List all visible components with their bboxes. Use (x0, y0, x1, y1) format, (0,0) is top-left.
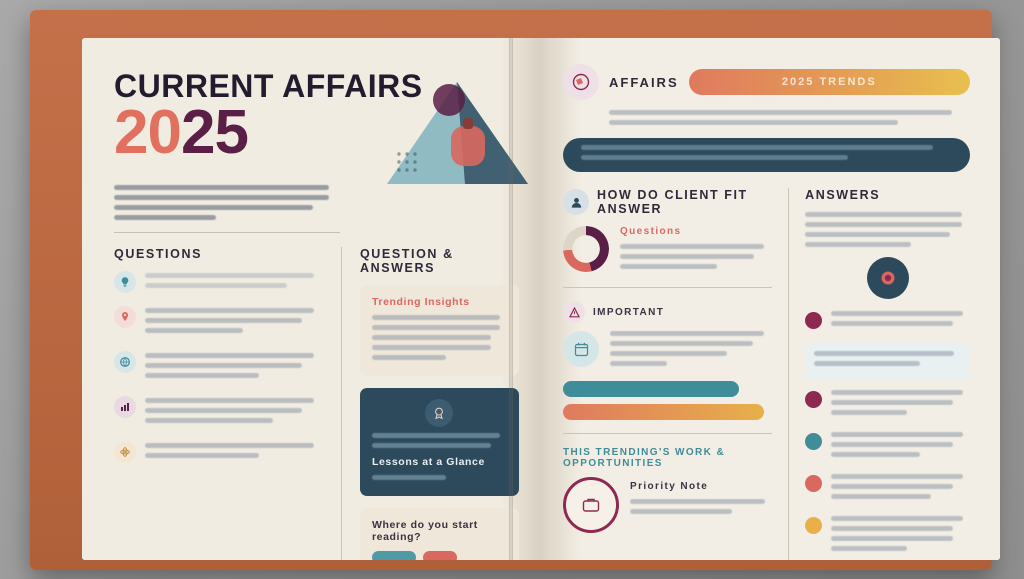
footer-note-title: Priority Note (630, 481, 709, 492)
text-line (372, 355, 446, 360)
text-line (620, 244, 764, 249)
text-line (145, 408, 302, 413)
section-heading-client: HOW DO CLIENT FIT ANSWER (597, 188, 748, 216)
right-page-header (563, 64, 970, 100)
briefcase-icon (563, 477, 619, 533)
pill-teal[interactable] (372, 551, 416, 560)
prompt-card[interactable] (360, 508, 519, 560)
text-line (831, 494, 931, 499)
answers-donut-chart (563, 226, 609, 272)
text-line (114, 185, 329, 190)
title-year-part-b: 25 (180, 98, 248, 167)
text-line (114, 215, 216, 220)
chip-teal[interactable] (563, 381, 739, 397)
alert-icon (563, 301, 585, 323)
text-line (581, 155, 848, 160)
text-line (581, 145, 933, 150)
list-item[interactable] (114, 351, 323, 383)
answer-item[interactable] (805, 516, 970, 556)
list-item[interactable] (114, 396, 323, 428)
atom-icon (114, 441, 136, 463)
text-line (145, 373, 259, 378)
medal-icon (425, 399, 453, 427)
star-icon (805, 391, 822, 408)
list-item[interactable] (114, 271, 323, 293)
left-page (82, 38, 541, 560)
book-cover (30, 10, 992, 570)
pin-icon (114, 306, 136, 328)
text-line (630, 509, 732, 514)
trends-banner[interactable] (689, 69, 970, 95)
text-line (610, 331, 764, 336)
text-line (831, 442, 953, 447)
text-line (610, 351, 727, 356)
text-line (372, 335, 491, 340)
section-heading-qa: QUESTION & ANSWERS (359, 246, 454, 275)
text-line (609, 110, 952, 115)
text-line (145, 443, 314, 448)
text-line (145, 318, 302, 323)
text-line (831, 546, 907, 551)
divider (563, 433, 772, 434)
text-line (145, 363, 302, 368)
bolt-icon (805, 475, 822, 492)
calendar-icon (563, 331, 599, 367)
text-line (610, 341, 753, 346)
globe-icon (114, 351, 136, 373)
client-column (563, 188, 772, 560)
flag-icon (805, 433, 822, 450)
text-line (831, 452, 920, 457)
text-line (145, 353, 314, 358)
text-line (831, 321, 953, 326)
text-line (372, 315, 500, 320)
user-icon (563, 189, 589, 215)
text-line (145, 328, 243, 333)
page-title: CURRENT AFFAIRS (114, 68, 423, 104)
donut-row (563, 226, 772, 274)
text-line (145, 418, 273, 423)
text-line (814, 351, 954, 356)
text-line (145, 453, 259, 458)
check-icon (805, 312, 822, 329)
chip-gradient[interactable] (563, 404, 764, 420)
right-columns (563, 188, 970, 560)
lightbulb-icon (114, 271, 136, 293)
text-line (805, 212, 962, 217)
book-pages (82, 38, 1000, 560)
text-line (372, 475, 446, 480)
text-line (114, 195, 329, 200)
text-line (609, 120, 898, 125)
text-line (831, 484, 953, 489)
sun-icon (805, 517, 822, 534)
text-line (372, 433, 500, 438)
text-line (114, 205, 313, 210)
text-line (831, 516, 963, 521)
text-line (145, 398, 314, 403)
text-line (630, 499, 765, 504)
text-line (805, 222, 962, 227)
text-line (372, 345, 491, 350)
pill-row (372, 551, 507, 560)
camera-icon (867, 257, 909, 299)
text-line (814, 361, 920, 366)
answer-item[interactable] (805, 311, 970, 331)
navy-banner[interactable] (563, 138, 970, 172)
right-header-title: AFFAIRS (609, 74, 679, 90)
text-line (831, 432, 963, 437)
answers-column (788, 188, 970, 560)
list-item[interactable] (114, 306, 323, 338)
answer-item[interactable] (805, 390, 970, 420)
chart-icon (114, 396, 136, 418)
text-line (831, 390, 963, 395)
intro-paragraph (114, 185, 340, 220)
text-line (610, 361, 667, 366)
divider (114, 232, 340, 233)
title-block (114, 68, 519, 167)
list-item[interactable] (114, 441, 323, 463)
section-heading-questions: QUESTIONS (114, 246, 203, 261)
title-year-part-a: 20 (114, 98, 181, 167)
text-line (831, 410, 907, 415)
highlight-card[interactable] (360, 388, 519, 496)
title-year (114, 98, 519, 167)
text-line (620, 254, 754, 259)
right-page (541, 38, 1000, 560)
text-line (145, 273, 314, 278)
trending-subheading: THIS TRENDING'S WORK & OPPORTUNITIES (563, 447, 726, 469)
left-columns (114, 247, 519, 560)
insight-card-title: Trending Insights (371, 295, 470, 308)
text-line (372, 325, 500, 330)
text-line (145, 283, 287, 288)
divider (563, 287, 772, 288)
questions-column (114, 247, 323, 560)
insight-card[interactable] (360, 285, 519, 376)
text-line (620, 264, 717, 269)
qa-column (341, 247, 519, 560)
text-line (831, 526, 953, 531)
section-heading-answers: ANSWERS (805, 188, 881, 202)
highlight-card-title: Lessons at a Glance (371, 455, 485, 468)
important-subheading: IMPORTANT (593, 306, 665, 318)
note-box[interactable] (805, 343, 970, 379)
text-line (831, 536, 953, 541)
prompt-card-title: Where do you start reading? (371, 518, 478, 543)
trends-banner-label: 2025 TRENDS (781, 76, 877, 88)
answer-item[interactable] (805, 474, 970, 504)
text-line (805, 232, 950, 237)
text-line (145, 308, 314, 313)
text-line (831, 474, 963, 479)
header-paragraph (563, 110, 970, 125)
questions-subheading: Questions (620, 226, 682, 237)
text-line (372, 443, 491, 448)
text-line (831, 400, 953, 405)
answer-item[interactable] (805, 432, 970, 462)
compass-icon (563, 64, 599, 100)
pill-rose[interactable] (423, 551, 457, 560)
text-line (805, 242, 911, 247)
text-line (831, 311, 963, 316)
